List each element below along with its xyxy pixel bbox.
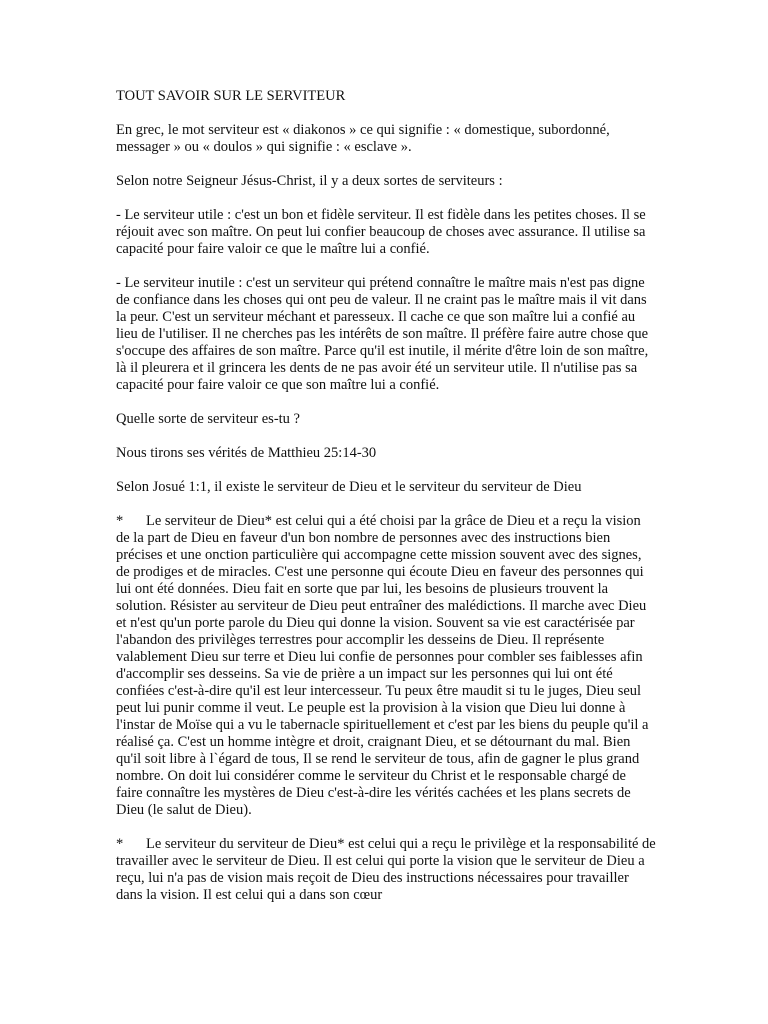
paragraph-useful-servant: - Le serviteur utile : c'est un bon et fidèle serviteur. Il est fidèle dans les petites choses. Il se réjouit avec son maître. On peut lui confier beaucoup de choses avec assurance. Il utilise sa capacité pour faire valoir ce que le maître lui a confié. — [116, 207, 646, 257]
bullet-marker: * — [116, 513, 124, 529]
bullet-servant-of-god — [116, 513, 656, 819]
document-title: TOUT SAVOIR SUR LE SERVITEUR — [116, 88, 346, 104]
bullet-servant-of-servant — [116, 836, 656, 904]
paragraph-useless-servant: - Le serviteur inutile : c'est un serviteur qui prétend connaître le maître mais n'est pas digne de confiance dans les choses qui ont peu de valeur. Il ne craint pas le maître mais il vit dans la peur. C'est un serviteur méchant et paresseux. Il cache ce que son maître lui a confié au lieu de l'utiliser. Il ne cherches pas les intérêts de son maître. Il préfère faire autre chose que s'occupe des affaires de son maître. Parce qu'il est inutile, il mérite d'être loin de son maître, là il pleurera et il grincera les dents de ne pas avoir été un serviteur utile. Il n'utilise pas sa capacité pour faire valoir ce que son maître lui a confié. — [116, 275, 649, 393]
paragraph-reference-joshua: Selon Josué 1:1, il existe le serviteur de Dieu et le serviteur du serviteur de Dieu — [116, 479, 582, 495]
bullet-marker: * — [116, 836, 124, 852]
paragraph-two-kinds: Selon notre Seigneur Jésus-Christ, il y a deux sortes de serviteurs : — [116, 173, 503, 189]
document-page — [116, 88, 656, 921]
bullet-text: Le serviteur du serviteur de Dieu* est celui qui a reçu le privilège et la responsabilité de travailler avec le serviteur de Dieu. Il est celui qui porte la vision que le serviteur de Dieu a reçu, lui n'a pas de vision mais reçoit de Dieu des instructions nécessaires pour travailler dans la vision. Il est celui qui a dans son cœur — [116, 836, 656, 903]
bullet-text: Le serviteur de Dieu* est celui qui a été choisi par la grâce de Dieu et a reçu la vision de la part de Dieu en faveur d'un bon nombre de personnes avec des instructions bien précises et une onction particulière qui accompagne cette mission souvent avec des signes, de prodiges et de miracles. C'est une personne qui écoute Dieu en faveur des personnes qui lui ont été données. Dieu fait en sorte que par lui, les besoins de plusieurs trouvent la solution. Résister au serviteur de Dieu peut entraîner des malédictions. Il marche avec Dieu et n'est qu'un porte parole du Dieu qui donne la vision. Souvent sa vie est caractérisée par l'abandon des privilèges terrestres pour accomplir les desseins de Dieu. Il représente valablement Dieu sur terre et Dieu lui confie de personnes pour combler ses faiblesses afin d'accomplir ses desseins. Sa vie de prière a un impact sur les personnes qui lui ont été confiées c'est-à-dire qu'il est leur intercesseur. Tu peux être maudit si tu le juges, Dieu seul peut lui punir comme il veut. Le peuple est la provision à la vision que Dieu lui donne à l'instar de Moïse qui a vu le tabernacle spirituellement et c'est par les biens du peuple qu'il a réalisé ça. C'est un homme intègre et droit, craignant Dieu, et se détournant du mal. Bien qu'il soit libre à l`égard de tous, Il se rend le serviteur de tous, afin de gagner le plus grand nombre. On doit lui considérer comme le serviteur du Christ et le responsable chargé de faire connaître les mystères de Dieu c'est-à-dire les vérités cachées et les plans secrets de Dieu (le salut de Dieu). — [116, 513, 649, 818]
paragraph-definition: En grec, le mot serviteur est « diakonos » ce qui signifie : « domestique, subordonné, messager » ou « doulos » qui signifie : « esclave ». — [116, 122, 610, 155]
paragraph-reference-matthew: Nous tirons ses vérités de Matthieu 25:14-30 — [116, 445, 377, 461]
paragraph-question: Quelle sorte de serviteur es-tu ? — [116, 411, 300, 427]
